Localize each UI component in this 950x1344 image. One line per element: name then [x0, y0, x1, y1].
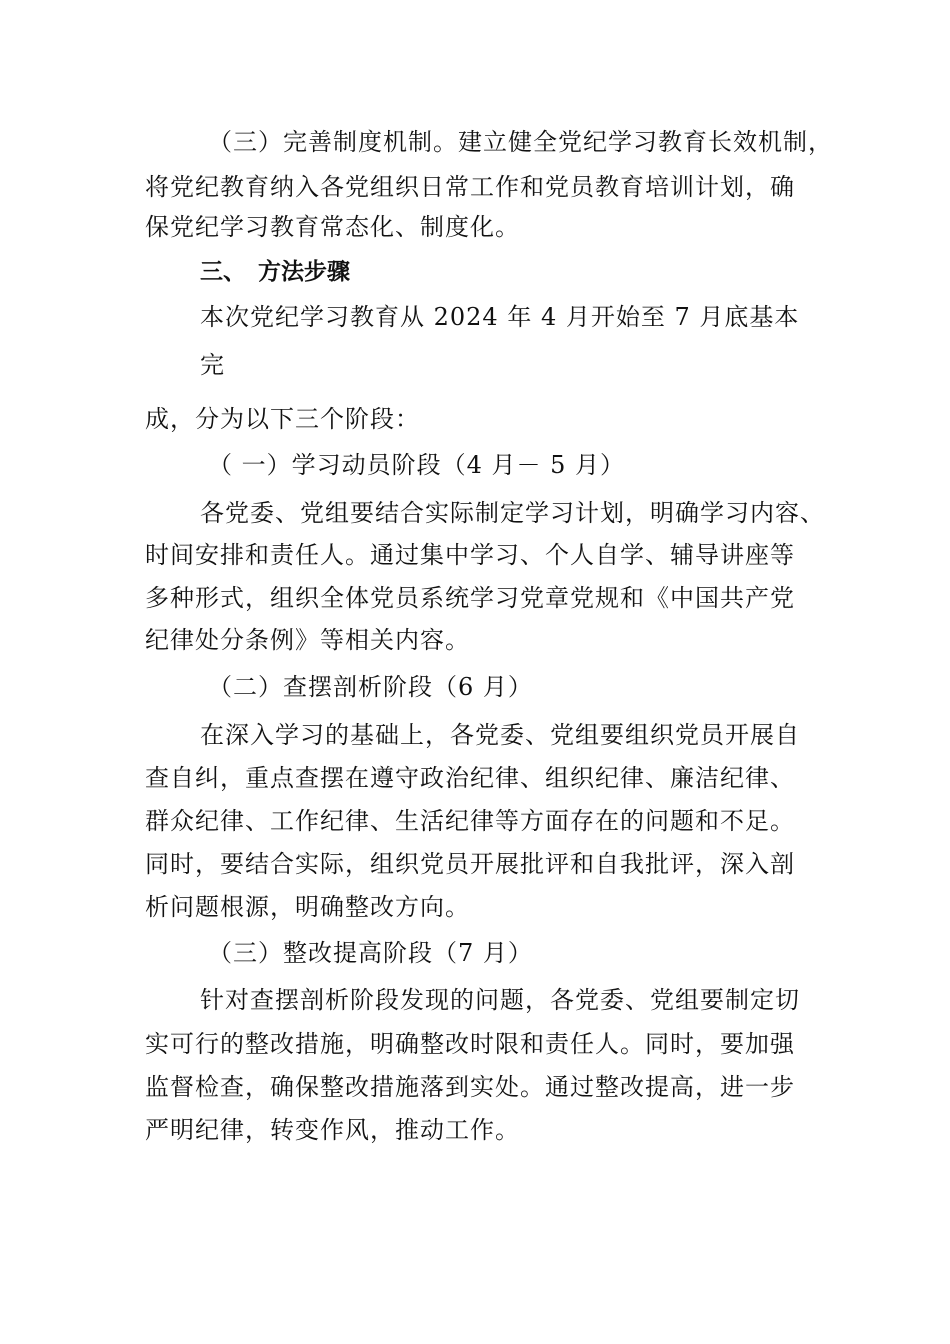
- section-title: 方法步骤: [258, 259, 350, 285]
- paragraph-line: 针对查摆剖析阶段发现的问题，各党委、党组要制定切: [200, 986, 800, 1014]
- paragraph-line: （三）完善制度机制。建立健全党纪学习教育长效机制，: [208, 128, 833, 156]
- paragraph-line: 析问题根源，明确整改方向。: [145, 893, 470, 921]
- paragraph-line: 多种形式，组织全体党员系统学习党章党规和《中国共产党: [145, 584, 795, 612]
- paragraph-line: 本次党纪学习教育从 2024 年 4 月开始至 7 月底基本: [200, 303, 800, 331]
- paragraph-line: 查自纠，重点查摆在遵守政治纪律、组织纪律、廉洁纪律、: [145, 764, 795, 792]
- stage-title: （ 一）学习动员阶段（4 月－ 5 月）: [208, 451, 626, 479]
- paragraph-line: 时间安排和责任人。通过集中学习、个人自学、辅导讲座等: [145, 541, 795, 569]
- paragraph-line: 成，分为以下三个阶段：: [145, 405, 420, 433]
- paragraph-line: 将党纪教育纳入各党组织日常工作和党员教育培训计划，确: [145, 173, 795, 201]
- paragraph-line: 实可行的整改措施，明确整改时限和责任人。同时，要加强: [145, 1030, 795, 1058]
- paragraph-line: 各党委、党组要结合实际制定学习计划，明确学习内容、: [200, 499, 825, 527]
- paragraph-line: 严明纪律，转变作风，推动工作。: [145, 1116, 520, 1144]
- paragraph-line: 纪律处分条例》等相关内容。: [145, 626, 470, 654]
- stage-title: （二）查摆剖析阶段（6 月）: [208, 673, 533, 701]
- paragraph-line: 完: [200, 351, 225, 379]
- stage-title: （三）整改提高阶段（7 月）: [208, 939, 533, 967]
- paragraph-line: 在深入学习的基础上，各党委、党组要组织党员开展自: [200, 721, 800, 749]
- section-number: 三、: [200, 259, 246, 285]
- paragraph-line: 同时，要结合实际，组织党员开展批评和自我批评，深入剖: [145, 850, 795, 878]
- paragraph-line: 群众纪律、工作纪律、生活纪律等方面存在的问题和不足。: [145, 807, 795, 835]
- section-heading: [200, 257, 860, 287]
- paragraph-line: 保党纪学习教育常态化、制度化。: [145, 213, 520, 241]
- paragraph-line: 监督检查，确保整改措施落到实处。通过整改提高，进一步: [145, 1073, 795, 1101]
